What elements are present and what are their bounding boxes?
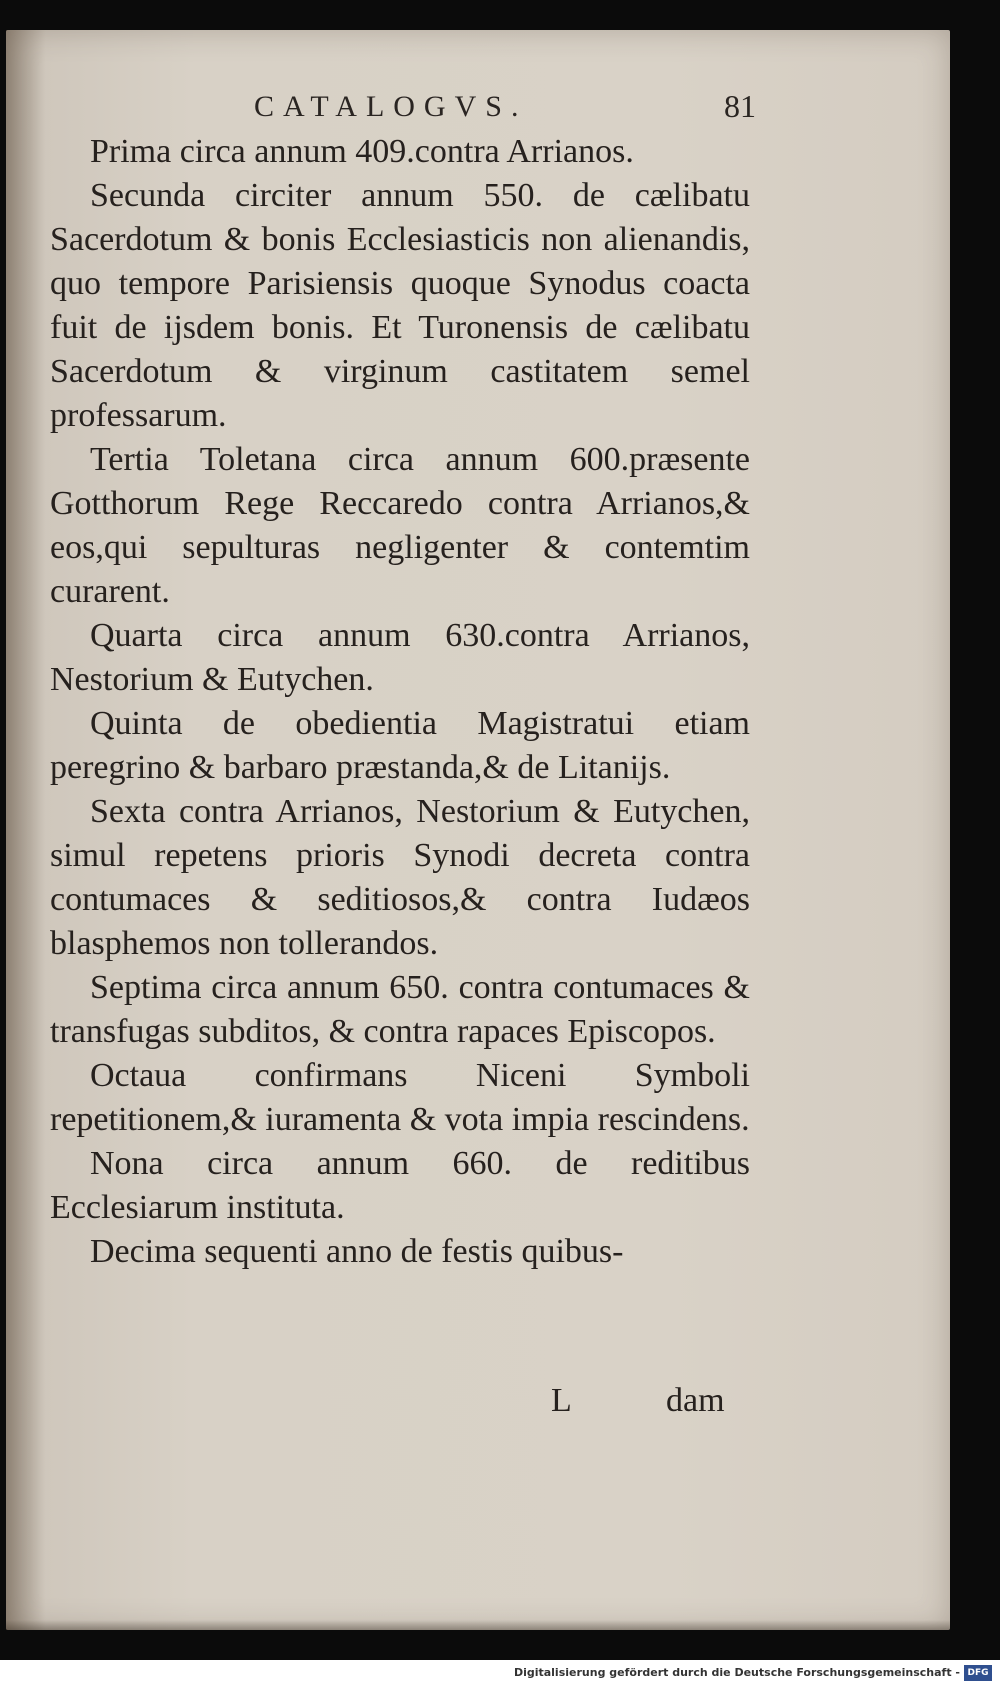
footer-bar bbox=[0, 1660, 1000, 1688]
paragraph: Decima sequenti anno de festis quibus- bbox=[90, 1233, 624, 1270]
gutter-shadow bbox=[6, 30, 46, 1630]
book-page bbox=[6, 30, 950, 1630]
catchword: dam bbox=[666, 1382, 725, 1419]
page-edge bbox=[6, 1620, 950, 1630]
paragraph: Prima circa annum 409.contra Arrianos. bbox=[90, 133, 634, 170]
paragraph: Secunda circiter annum 550. de cælibatu Sacerdotum & bonis Ecclesiasticis non alienandis, quo tempore Parisiensis quoque Synodus coacta fuit de ijsdem bonis. Et Turonensis de cælibatu Sacerdotum & virginum castitatem semel professarum. bbox=[50, 177, 750, 434]
paragraph: Nona circa annum 660. de reditibus Ecclesiarum instituta. bbox=[50, 1145, 750, 1226]
paragraph: Quinta de obedientia Magistratui etiam peregrino & barbaro præstanda,& de Litanijs. bbox=[50, 705, 750, 786]
page-number: 81 bbox=[724, 88, 756, 124]
dfg-logo: DFG bbox=[964, 1665, 992, 1681]
paragraph: Tertia Toletana circa annum 600.præsente Gotthorum Rege Reccaredo contra Arrianos,& eos,qui sepulturas negligenter & contemtim curarent. bbox=[50, 441, 750, 610]
paragraph: Sexta contra Arrianos, Nestorium & Eutychen, simul repetens prioris Synodi decreta contra contumaces & seditiosos,& contra Iudæos blasphemos non tollerandos. bbox=[50, 793, 750, 962]
paragraph: Quarta circa annum 630.contra Arrianos, Nestorium & Eutychen. bbox=[50, 617, 750, 698]
running-head: CATALOGVS. bbox=[254, 90, 528, 123]
signature-mark: L bbox=[551, 1382, 572, 1419]
paragraph: Octaua confirmans Niceni Symboli repetitionem,& iuramenta & vota impia rescindens. bbox=[50, 1057, 750, 1138]
body-text bbox=[50, 130, 750, 1274]
footer-credit: Digitalisierung gefördert durch die Deutsche Forschungsgemeinschaft - bbox=[513, 1666, 960, 1679]
paragraph: Septima circa annum 650. contra contumaces & transfugas subditos, & contra rapaces Episcopos. bbox=[50, 969, 750, 1050]
